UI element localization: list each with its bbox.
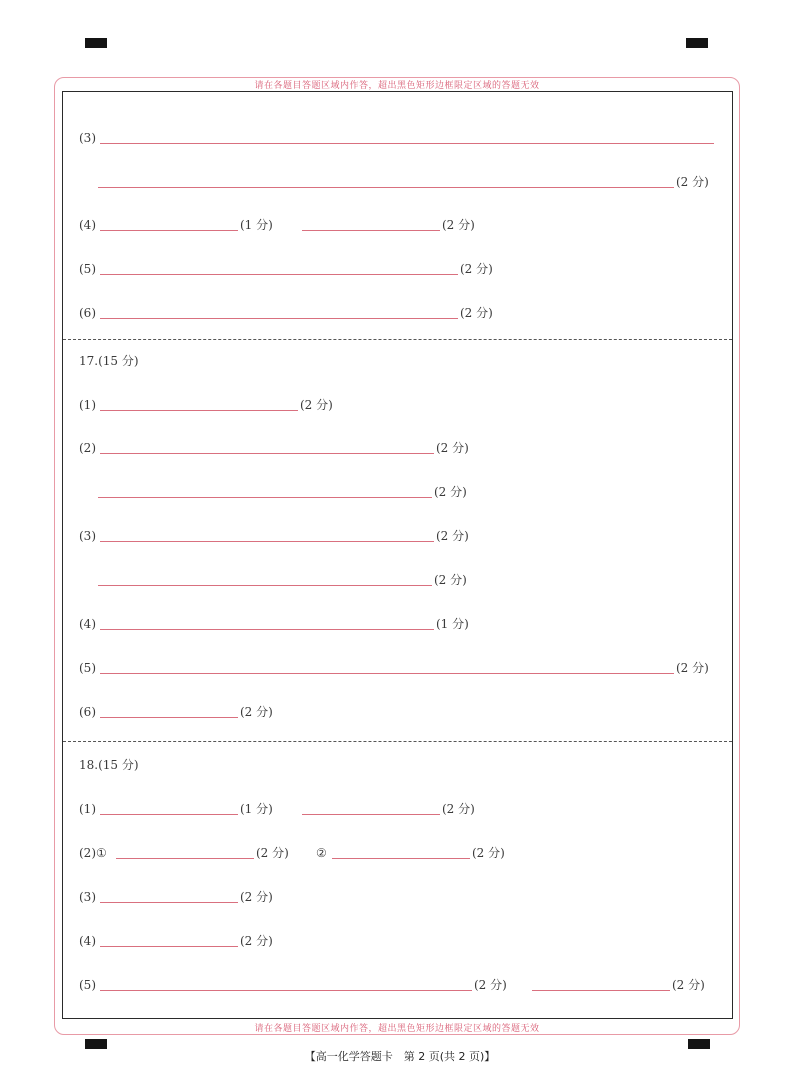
warning-top: 请在各题目答题区域内作答，超出黑色矩形边框限定区域的答题无效 [254, 81, 540, 91]
q18-p1-score-b: (2 分) [442, 802, 475, 816]
q18-p5-answer-line-b[interactable] [532, 990, 670, 991]
q18-p1-answer-line-b[interactable] [302, 814, 440, 815]
q18-p2-answer-line-b[interactable] [332, 858, 470, 859]
q16-p3-score: (2 分) [676, 175, 709, 189]
q16-p5-label: (5) [79, 262, 96, 276]
q17-p3-score-a: (2 分) [436, 529, 469, 543]
q18-p3-score: (2 分) [240, 890, 273, 904]
q18-p5-label: (5) [79, 978, 96, 992]
q18-p4-answer-line[interactable] [100, 946, 238, 947]
q17-p5-label: (5) [79, 661, 96, 675]
q18-p4-score: (2 分) [240, 934, 273, 948]
q18-p3-label: (3) [79, 890, 96, 904]
q17-p1-answer-line[interactable] [100, 410, 298, 411]
q17-p6-answer-line[interactable] [100, 717, 238, 718]
q17-p5-score: (2 分) [676, 661, 709, 675]
q17-p5-answer-line[interactable] [100, 673, 674, 674]
q16-p4-score-a: (1 分) [240, 218, 273, 232]
q16-p6-score: (2 分) [460, 306, 493, 320]
q17-p4-answer-line[interactable] [100, 629, 434, 630]
q17-p3-label: (3) [79, 529, 96, 543]
q17-p3-score-b: (2 分) [434, 573, 467, 587]
q17-p2-label: (2) [79, 441, 96, 455]
warning-bottom: 请在各题目答题区域内作答，超出黑色矩形边框限定区域的答题无效 [254, 1024, 540, 1034]
q17-p6-label: (6) [79, 705, 96, 719]
q16-p4-answer-line-b[interactable] [302, 230, 440, 231]
q18-p4-label: (4) [79, 934, 96, 948]
q18-p1-score-a: (1 分) [240, 802, 273, 816]
q16-p4-score-b: (2 分) [442, 218, 475, 232]
q18-title: 18.(15 分) [79, 758, 139, 772]
section-divider-16-17 [63, 339, 732, 340]
q16-p3-answer-line-2[interactable] [98, 187, 674, 188]
q18-p1-answer-line-a[interactable] [100, 814, 238, 815]
q18-p5-answer-line-a[interactable] [100, 990, 472, 991]
q16-p4-label: (4) [79, 218, 96, 232]
q16-p5-answer-line[interactable] [100, 274, 458, 275]
q17-p2-score-a: (2 分) [436, 441, 469, 455]
q16-p6-label: (6) [79, 306, 96, 320]
q17-title: 17.(15 分) [79, 354, 139, 368]
section-divider-17-18 [63, 741, 732, 742]
q16-p4-answer-line-a[interactable] [100, 230, 238, 231]
q17-p3-answer-line-1[interactable] [100, 541, 434, 542]
q18-p3-answer-line[interactable] [100, 902, 238, 903]
q18-p2-label: (2)① [79, 846, 107, 860]
registration-mark-top-left [85, 38, 107, 48]
page-footer: 【高一化学答题卡 第 2 页(共 2 页)】 [304, 1050, 496, 1063]
q17-p2-answer-line-2[interactable] [98, 497, 432, 498]
q16-p3-answer-line-1[interactable] [100, 143, 714, 144]
q17-p3-answer-line-2[interactable] [98, 585, 432, 586]
q17-p4-score: (1 分) [436, 617, 469, 631]
q17-p2-score-b: (2 分) [434, 485, 467, 499]
q18-p2-circle2: ② [316, 846, 327, 860]
q16-p3-label: (3) [79, 131, 96, 145]
q17-p2-answer-line-1[interactable] [100, 453, 434, 454]
q18-p2-score-b: (2 分) [472, 846, 505, 860]
q18-p2-score-a: (2 分) [256, 846, 289, 860]
q18-p1-label: (1) [79, 802, 96, 816]
registration-mark-top-right [686, 38, 708, 48]
q18-p5-score-a: (2 分) [474, 978, 507, 992]
q16-p5-score: (2 分) [460, 262, 493, 276]
q18-p2-answer-line-a[interactable] [116, 858, 254, 859]
q18-p5-score-b: (2 分) [672, 978, 705, 992]
q17-p4-label: (4) [79, 617, 96, 631]
q16-p6-answer-line[interactable] [100, 318, 458, 319]
q17-p1-score: (2 分) [300, 398, 333, 412]
q17-p6-score: (2 分) [240, 705, 273, 719]
q17-p1-label: (1) [79, 398, 96, 412]
